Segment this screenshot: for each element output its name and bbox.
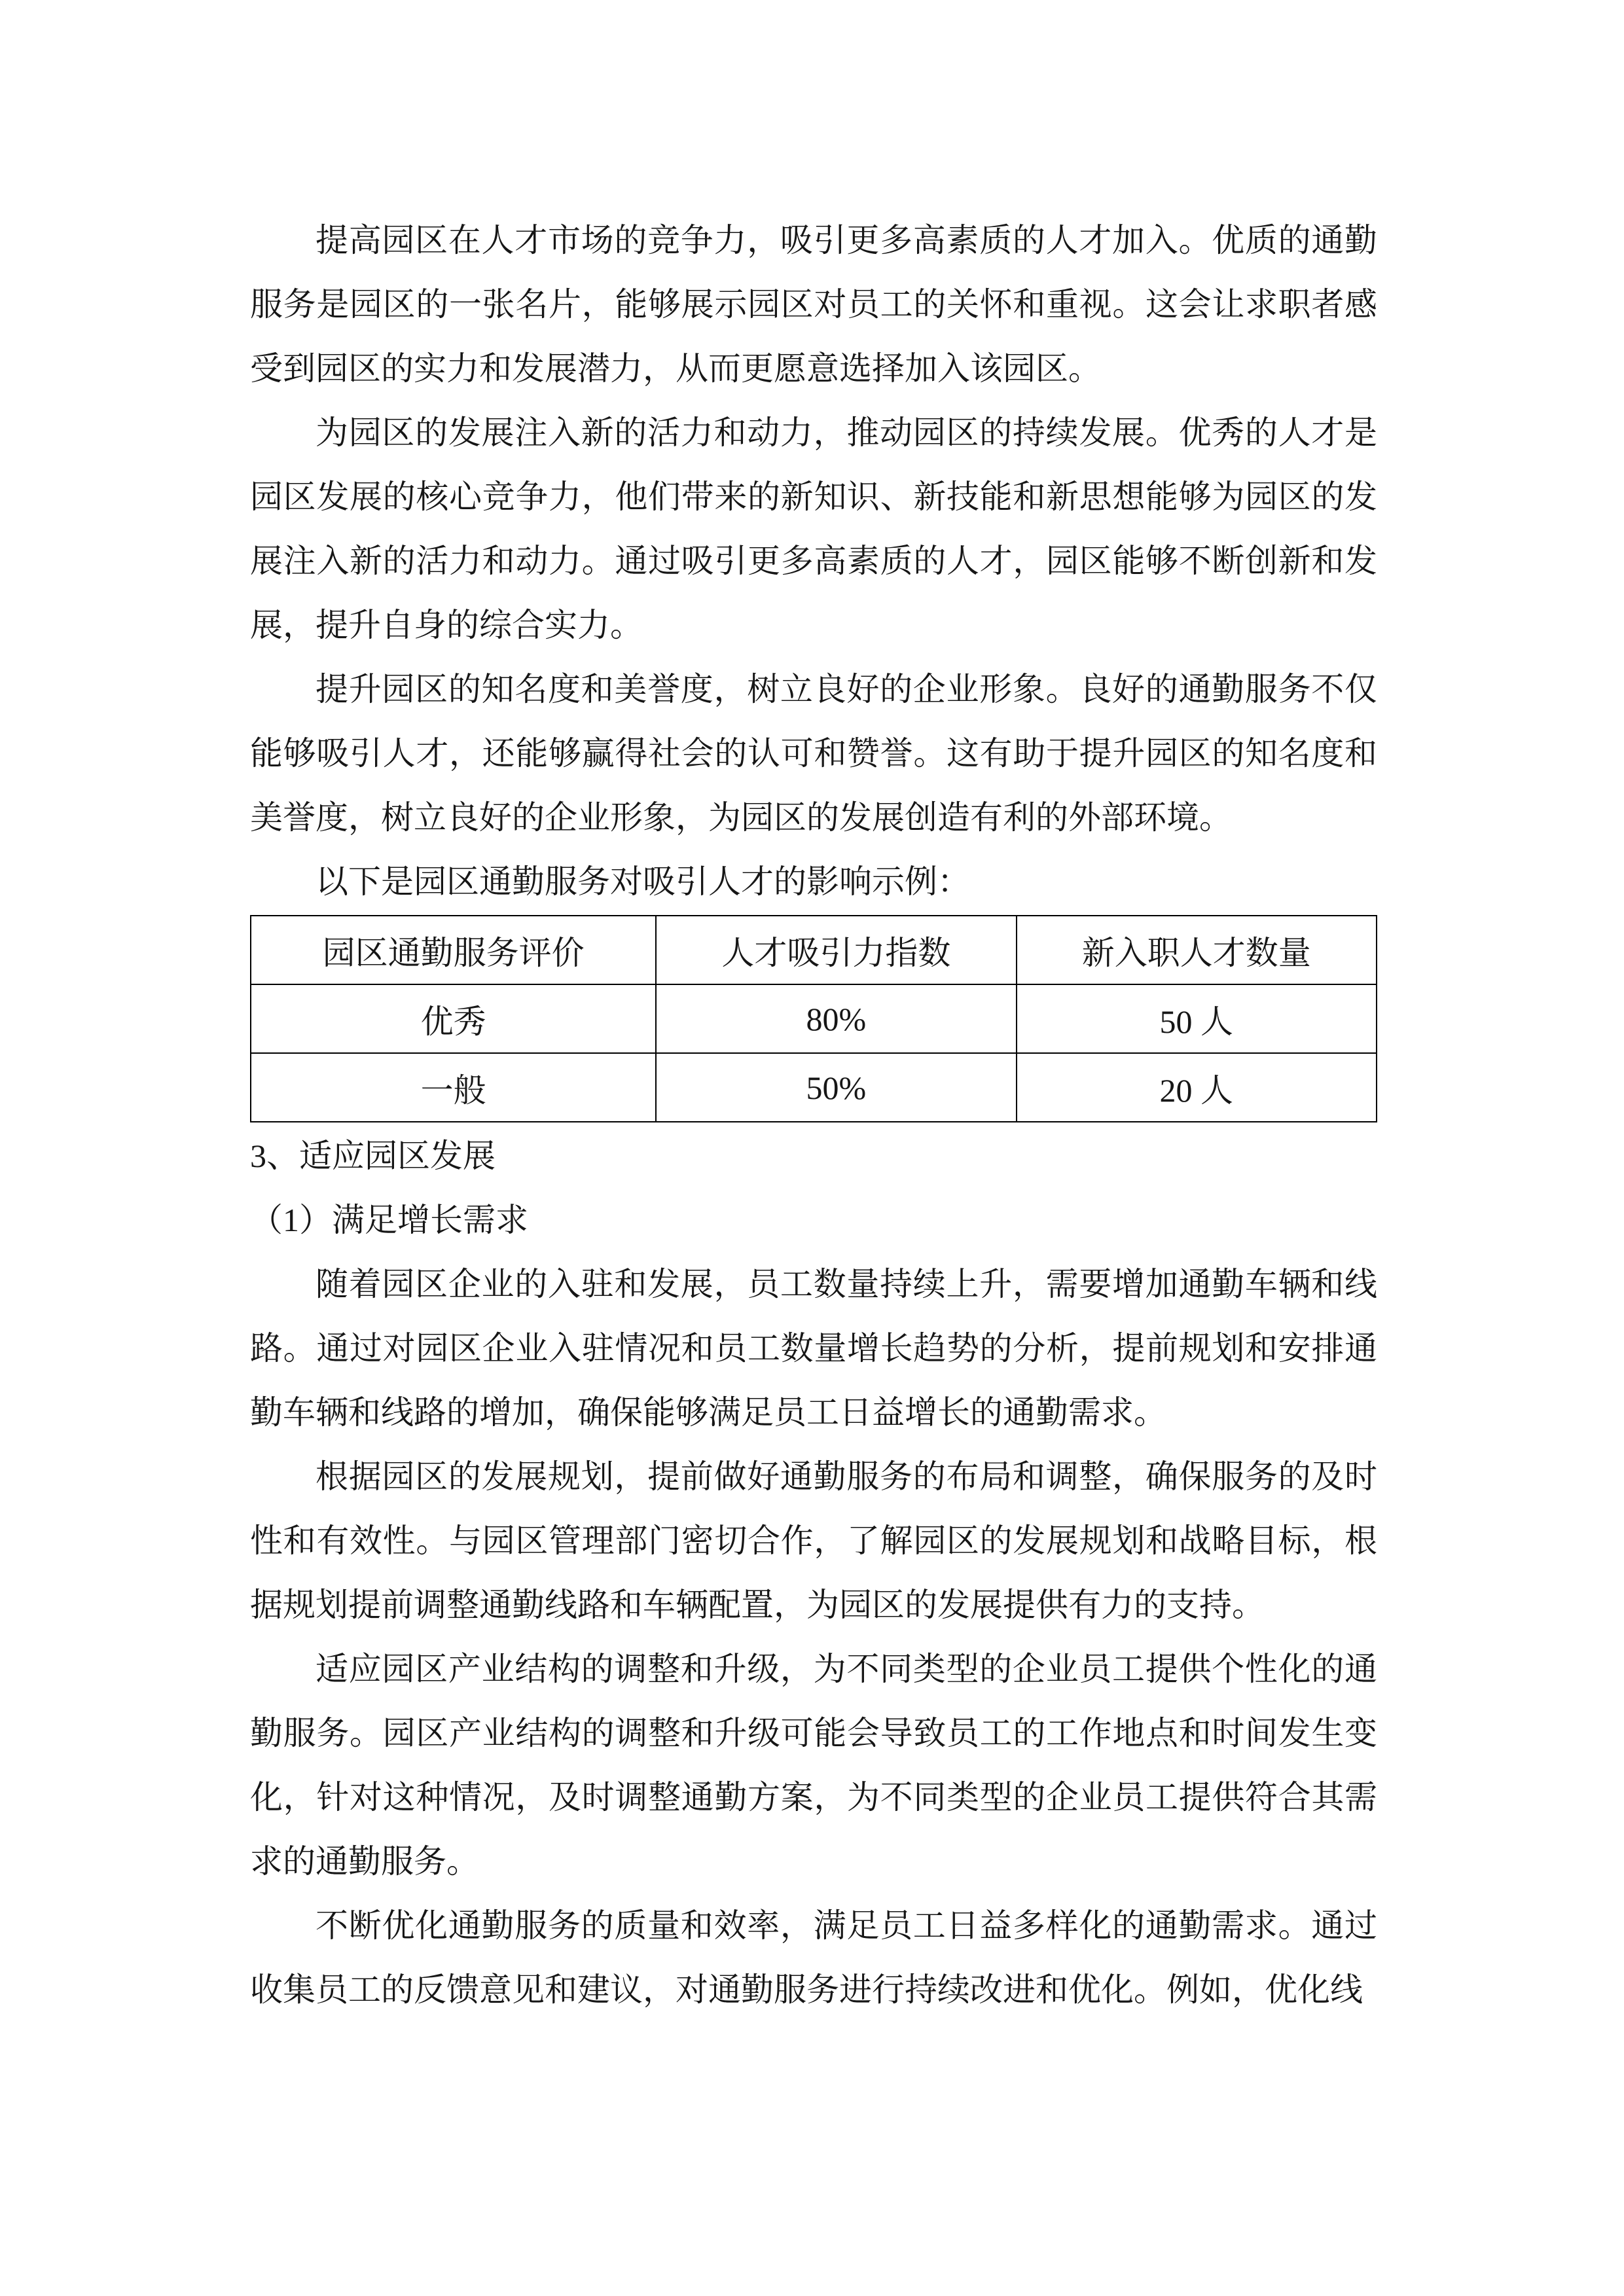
table-header-service-rating: 园区通勤服务评价: [251, 916, 656, 984]
table-header-row: [251, 916, 1377, 984]
section-heading: 3、适应园区发展: [250, 1138, 496, 1174]
table-cell-hires-excellent: 50 人: [1017, 984, 1377, 1053]
intro-paragraph-2: 为园区的发展注入新的活力和动力，推动园区的持续发展。优秀的人才是园区发展的核心竞争力，他们带来的新知识、新技能和新思想能够为园区的发展注入新的活力和动力。通过吸引更多高素质的人才，园区能够不断创新和发展，提升自身的综合实力。: [250, 414, 1377, 643]
intro-paragraph-1: 提高园区在人才市场的竞争力，吸引更多高素质的人才加入。优质的通勤服务是园区的一张名片，能够展示园区对员工的关怀和重视。这会让求职者感受到园区的实力和发展潜力，从而更愿意选择加入该园区。: [250, 222, 1377, 387]
table-cell-index-average: 50%: [656, 1053, 1016, 1122]
subsection-heading: （1）满足增长需求: [250, 1202, 528, 1238]
body-paragraph-2: 根据园区的发展规划，提前做好通勤服务的布局和调整，确保服务的及时性和有效性。与园区管理部门密切合作，了解园区的发展规划和战略目标，根据规划提前调整通勤线路和车辆配置，为园区的发展提供有力的支持。: [250, 1458, 1377, 1623]
body-paragraph-3: 适应园区产业结构的调整和升级，为不同类型的企业员工提供个性化的通勤服务。园区产业结构的调整和升级可能会导致员工的工作地点和时间发生变化，针对这种情况，及时调整通勤方案，为不同类型的企业员工提供符合其需求的通勤服务。: [250, 1651, 1377, 1880]
table-cell-hires-average: 20 人: [1017, 1053, 1377, 1122]
body-paragraph-1: 随着园区企业的入驻和发展，员工数量持续上升，需要增加通勤车辆和线路。通过对园区企业入驻情况和员工数量增长趋势的分析，提前规划和安排通勤车辆和线路的增加，确保能够满足员工日益增长的通勤需求。: [250, 1266, 1377, 1431]
table-cell-index-excellent: 80%: [656, 984, 1016, 1053]
table-cell-rating-average: 一般: [251, 1053, 656, 1122]
table-cell-rating-excellent: 优秀: [251, 984, 656, 1053]
table-header-attraction-index: 人才吸引力指数: [656, 916, 1016, 984]
intro-paragraph-3: 提升园区的知名度和美誉度，树立良好的企业形象。良好的通勤服务不仅能够吸引人才，还能够赢得社会的认可和赞誉。这有助于提升园区的知名度和美誉度，树立良好的企业形象，为园区的发展创造有利的外部环境。: [250, 671, 1377, 836]
commute-service-impact-table: [250, 915, 1377, 1122]
table-intro-line: 以下是园区通勤服务对吸引人才的影响示例：: [316, 863, 970, 900]
body-paragraph-4: 不断优化通勤服务的质量和效率，满足员工日益多样化的通勤需求。通过收集员工的反馈意见和建议，对通勤服务进行持续改进和优化。例如，优化线: [250, 1907, 1377, 2008]
table-header-new-hires: 新入职人才数量: [1017, 916, 1377, 984]
table-row: [251, 1053, 1377, 1122]
table-row: [251, 984, 1377, 1053]
